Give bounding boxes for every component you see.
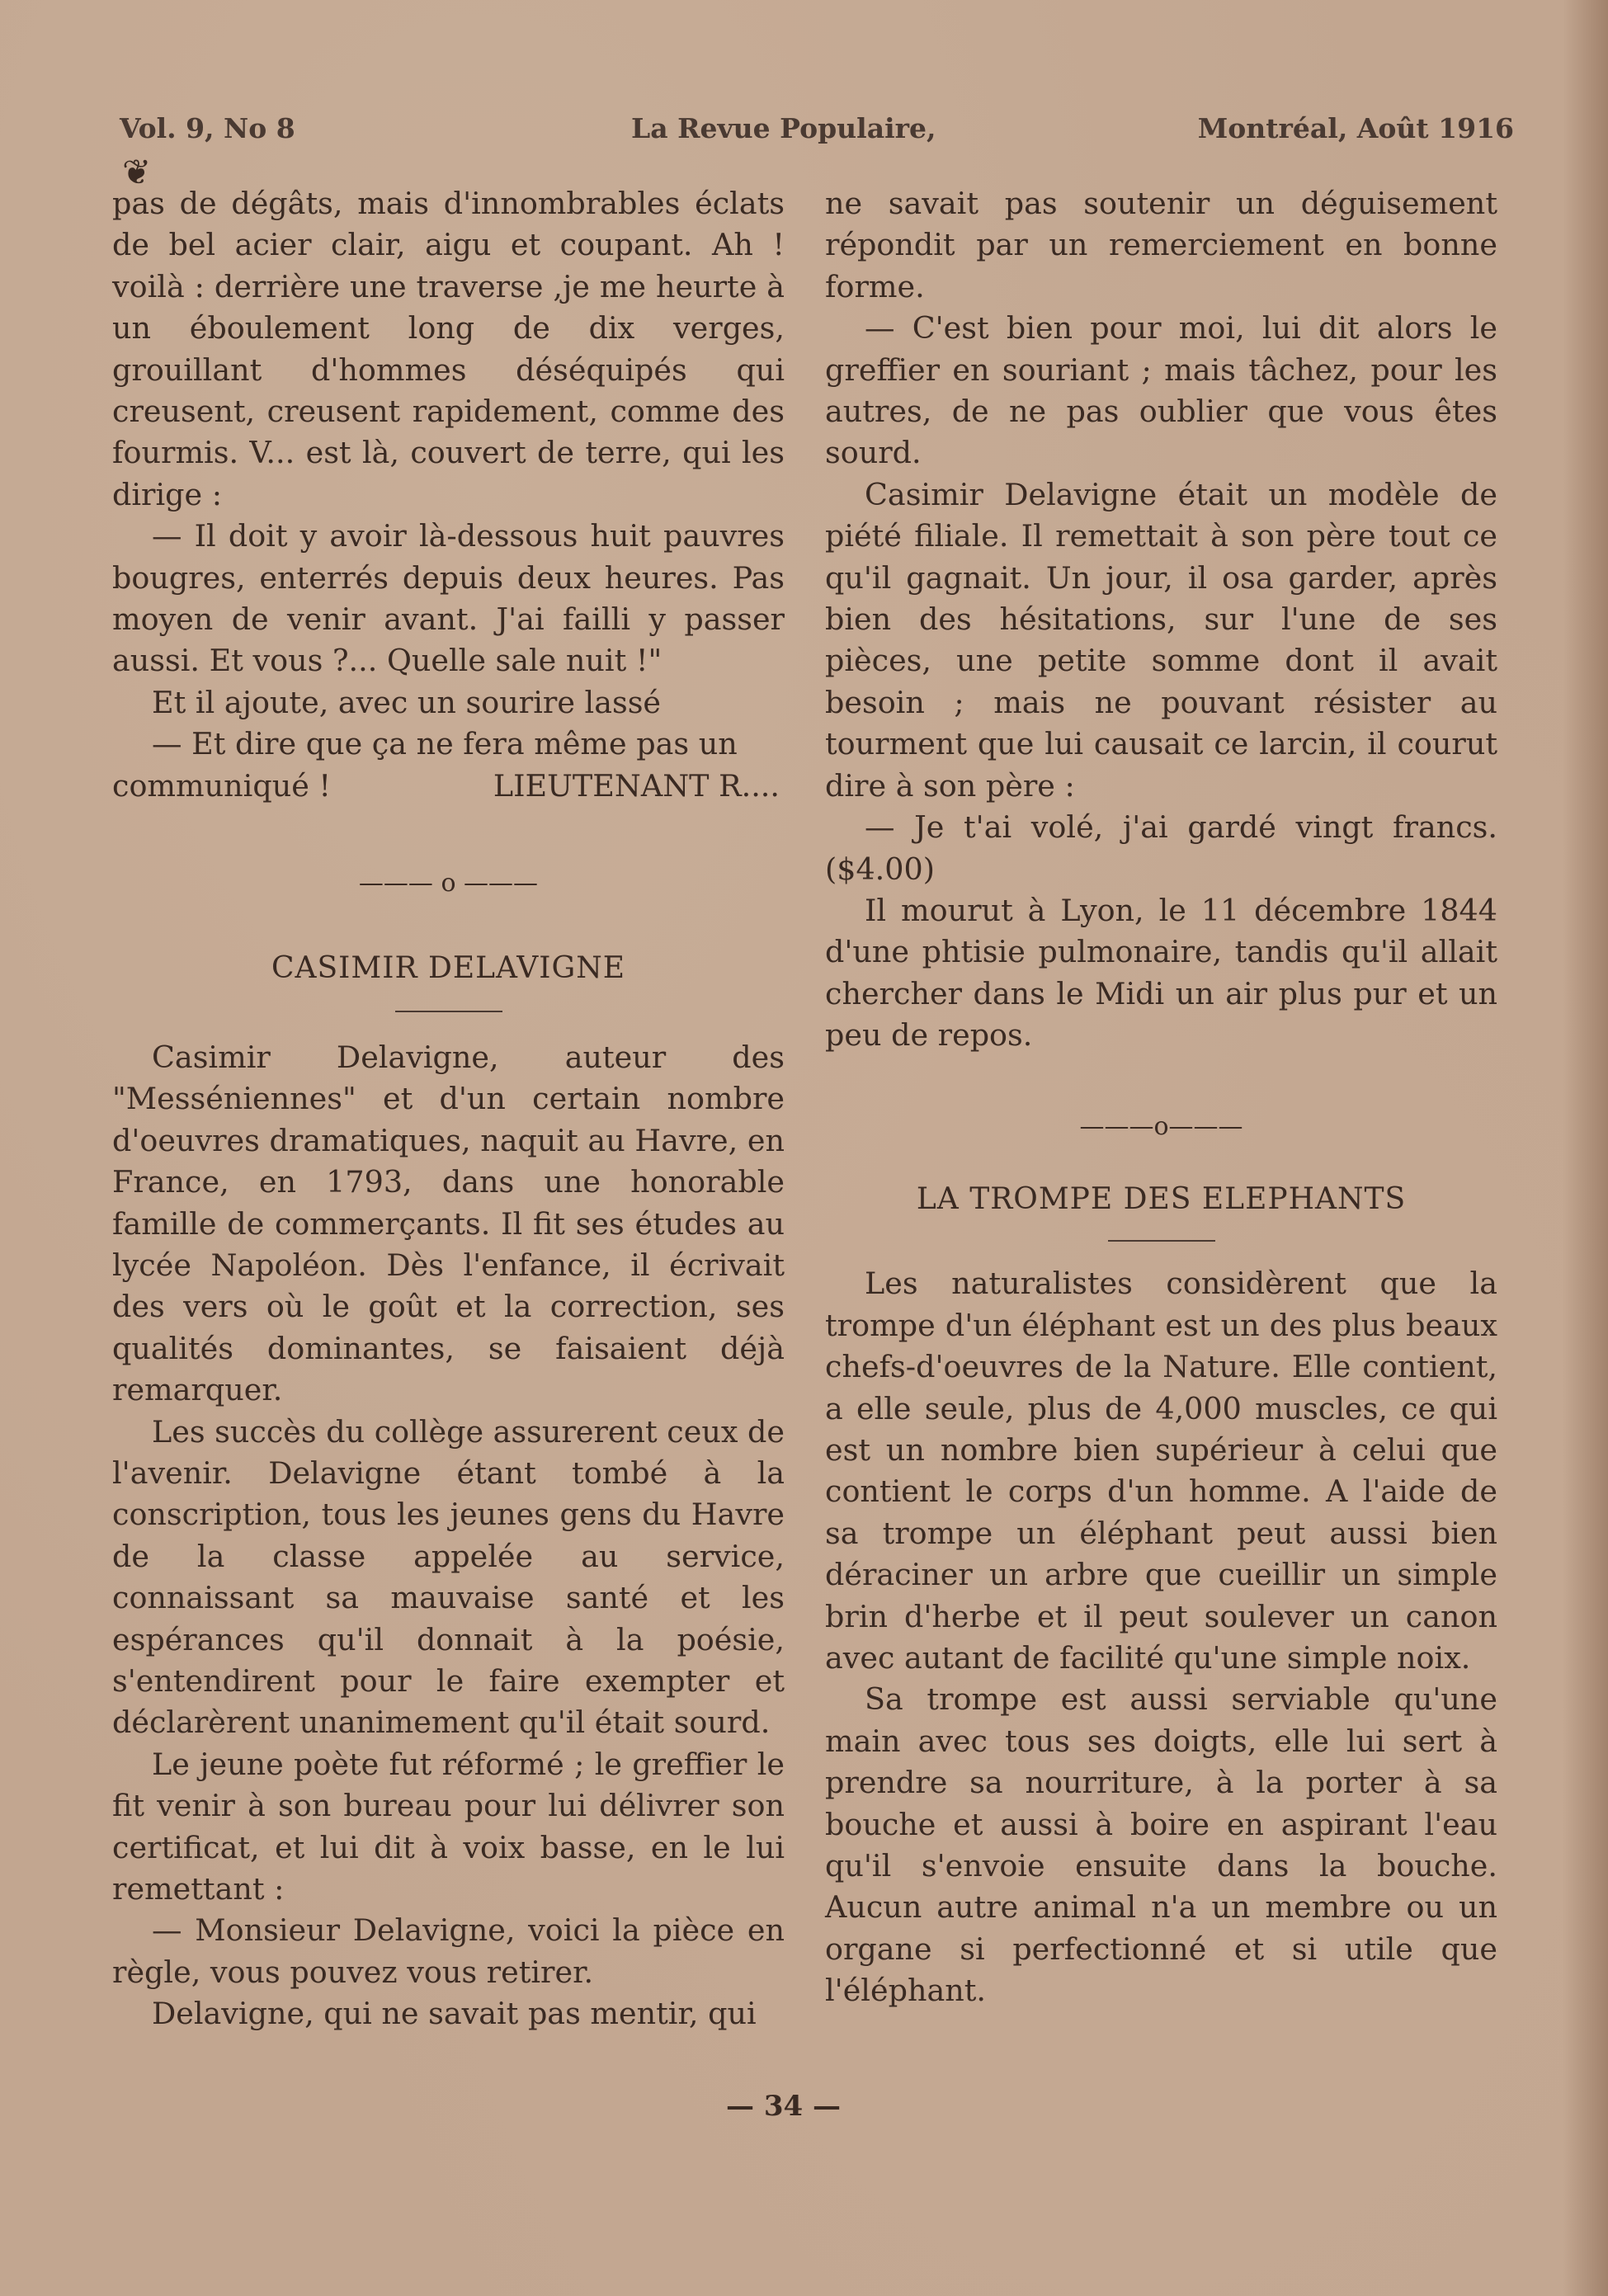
header-publication: La Revue Populaire, [631, 112, 936, 144]
paragraph: — Il doit y avoir là-dessous huit pauvres bougres, enterrés depuis deux heures. Pas moyen de venir avant. J'ai failli y passer aussi. Et vous ?... Quelle sale nuit !" [112, 518, 785, 679]
left-column [112, 183, 785, 2035]
section-separator: ——— o ——— [358, 869, 539, 898]
paragraph-end: communiqué ! [112, 767, 332, 804]
paragraph: Sa trompe est aussi serviable qu'une main avec tous ses doigts, elle lui sert à prendre sa nourriture, à la porter à sa bouche et aussi à boire en aspirant l'eau qu'il s'envoie ensuite dans la bouche. Aucun autre animal n'a un membre ou un organe si perfectionné et si utile que l'éléphant. [825, 1681, 1497, 2009]
header-volume: Vol. 9, No 8 [120, 112, 295, 144]
paragraph: pas de dégâts, mais d'innombrables éclats de bel acier clair, aigu et coupant. Ah ! voilà : derrière une traverse ,je me heurte à un éboulement long de dix verges, grouillant d'hommes déséquipés qui creusent, creusent rapidement, comme des fourmis. V... est là, couvert de terre, qui les dirige : [112, 186, 785, 512]
paragraph: Les succès du collège assurerent ceux de l'avenir. Delavigne étant tombé à la conscription, tous les jeunes gens du Havre de la classe appelée au service, connaissant sa mauvaise santé et les espérances qu'il donnait à la poésie, s'entendirent pour le faire exempter et déclarèrent unanimement qu'il était sourd. [112, 1413, 785, 1741]
paragraph: Il mourut à Lyon, le 11 décembre 1844 d'une phtisie pulmonaire, tandis qu'il allait chercher dans le Midi un air plus pur et un peu de repos. [825, 892, 1497, 1054]
paragraph: — C'est bien pour moi, lui dit alors le greffier en souriant ; mais tâchez, pour les autres, de ne pas oublier que vous êtes sourd. [825, 310, 1497, 471]
paragraph: ne savait pas soutenir un déguisement répondit par un remerciement en bonne forme. [825, 186, 1497, 304]
right-column [825, 183, 1497, 2012]
section-separator: ———o——— [1079, 1111, 1243, 1141]
signature: LIEUTENANT R.... [493, 767, 780, 804]
running-header [120, 112, 1514, 153]
header-place-date: Montréal, Août 1916 [1197, 112, 1514, 144]
paragraph: — Monsieur Delavigne, voici la pièce en règle, vous pouvez vous retirer. [112, 1912, 785, 1990]
paragraph: — Je t'ai volé, j'ai gardé vingt francs. ($4.00) [825, 809, 1497, 887]
ornament-icon: ❦ [122, 152, 152, 192]
paragraph: Delavigne, qui ne savait pas mentir, qui [152, 1996, 757, 2032]
paragraph: — Et dire que ça ne fera même pas un [152, 726, 738, 762]
article-title: LA TROMPE DES ELEPHANTS [916, 1181, 1407, 1216]
paragraph: Casimir Delavigne, auteur des "Messéniennes" et d'un certain nombre d'oeuvres dramatiques, naquit au Havre, en France, en 1793, dans une honorable famille de commerçants. Il fit ses études au lycée Napoléon. Dès l'enfance, il écrivait des vers où le goût et la correction, ses qualités dominantes, se faisaient déjà remarquer. [112, 1039, 785, 1408]
signature-line [112, 766, 785, 807]
article-title: CASIMIR DELAVIGNE [271, 950, 626, 985]
paragraph: Et il ajoute, avec un sourire lassé [152, 684, 662, 720]
paragraph: Casimir Delavigne était un modèle de piété filiale. Il remettait à son père tout ce qu'il gagnait. Un jour, il osa garder, après bien des hésitations, sur l'une de ses pièces, une petite somme dont il avait besoin ; mais ne pouvant résister au tourment que lui causait ce larcin, il courut dire à son père : [825, 476, 1497, 804]
paragraph: Les naturalistes considèrent que la trompe d'un éléphant est un des plus beaux chefs-d'oeuvres de la Nature. Elle contient, a elle seule, plus de 4,000 muscles, ce qui est un nombre bien supérieur à celui que contient le corps d'un homme. A l'aide de sa trompe un éléphant peut aussi bien déraciner un arbre que cueillir un simple brin d'herbe et il peut soulever un canon avec autant de facilité qu'une simple noix. [825, 1266, 1497, 1676]
page-number: — 34 — [726, 2090, 841, 2123]
page-edge-shadow [1563, 0, 1608, 2296]
paragraph: Le jeune poète fut réformé ; le greffier le fit venir à son bureau pour lui délivrer son certificat, et lui dit à voix basse, en le lui remettant : [112, 1746, 785, 1907]
